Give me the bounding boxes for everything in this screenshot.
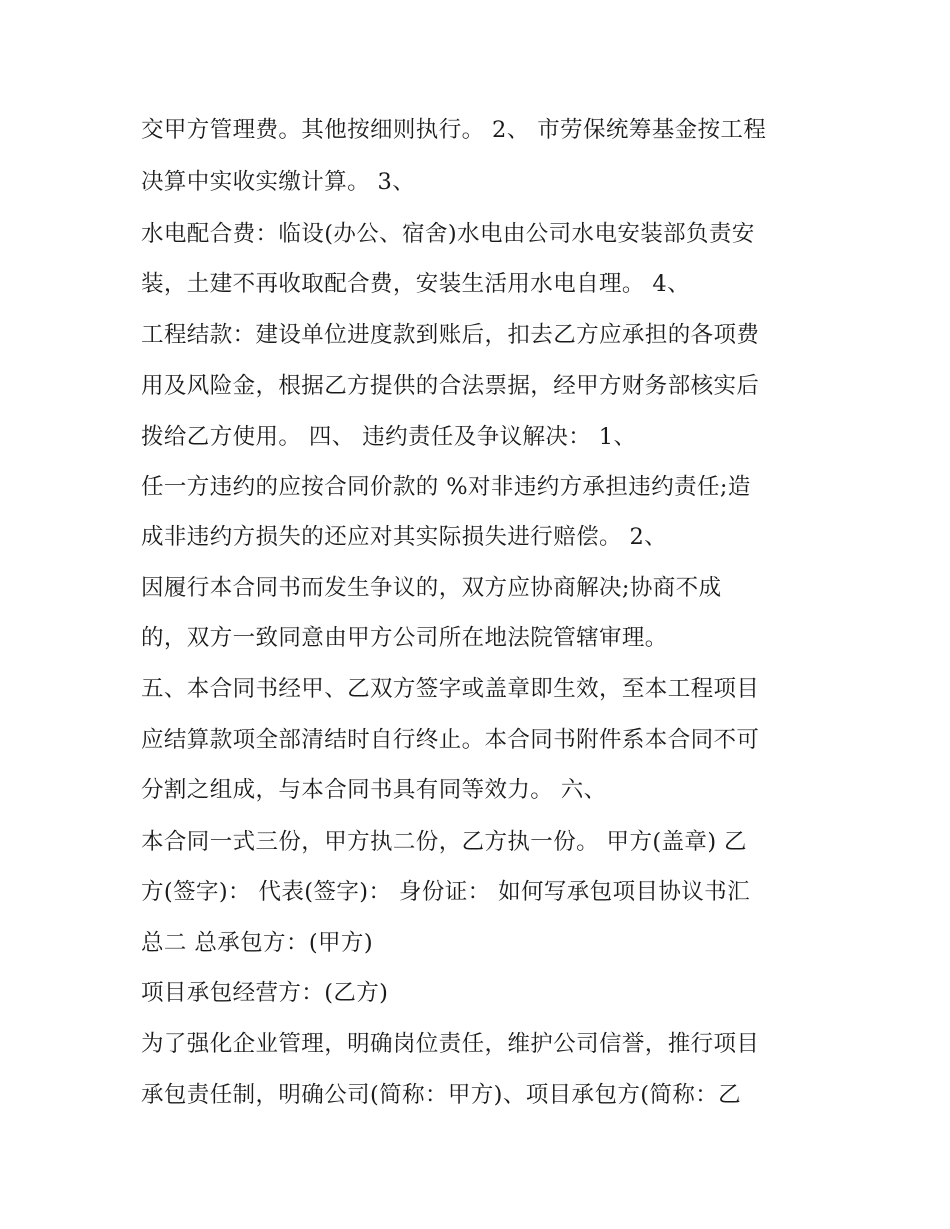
text-line: 为了强化企业管理，明确岗位责任，维护公司信誉，推行项目 xyxy=(141,1031,760,1057)
text-line: 用及风险金，根据乙方提供的合法票据，经甲方财务部核实后 xyxy=(141,373,760,399)
text-line: 交甲方管理费。其他按细则执行。 2、 市劳保统筹基金按工程 xyxy=(141,117,767,143)
text-line: 因履行本合同书而发生争议的，双方应协商解决;协商不成 xyxy=(141,575,722,601)
text-line: 方(签字)： 代表(签字)： 身份证： 如何写承包项目协议书汇 xyxy=(141,879,750,905)
text-line: 水电配合费：临设(办公、宿舍)水电由公司水电安装部负责安 xyxy=(141,221,755,247)
text-line: 应结算款项全部清结时自行终止。本合同书附件系本合同不可 xyxy=(141,727,760,753)
text-line: 装，土建不再收取配合费，安装生活用水电自理。 4、 xyxy=(141,271,690,297)
text-line: 总二 总承包方：(甲方) xyxy=(141,930,374,956)
text-line: 的，双方一致同意由甲方公司所在地法院管辖审理。 xyxy=(141,625,668,651)
text-line: 承包责任制，明确公司(简称：甲方)、项目承包方(简称：乙 xyxy=(141,1082,742,1108)
text-line: 分割之组成，与本合同书具有同等效力。 六、 xyxy=(141,777,607,803)
text-line: 拨给乙方使用。 四、 违约责任及争议解决： 1、 xyxy=(141,424,637,450)
text-line: 本合同一式三份，甲方执二份，乙方执一份。 甲方(盖章) 乙 xyxy=(141,829,747,855)
text-line: 决算中实收实缴计算。 3、 xyxy=(141,169,416,195)
text-line: 成非违约方损失的还应对其实际损失进行赔偿。 2、 xyxy=(141,524,668,550)
text-line: 任一方违约的应按合同价款的 %对非违约方承担违约责任;造 xyxy=(141,474,751,500)
text-line: 工程结款：建设单位进度款到账后，扣去乙方应承担的各项费 xyxy=(141,322,760,348)
text-line: 五、本合同书经甲、乙双方签字或盖章即生效，至本工程项目 xyxy=(141,676,760,702)
text-line: 项目承包经营方：(乙方) xyxy=(141,980,389,1006)
